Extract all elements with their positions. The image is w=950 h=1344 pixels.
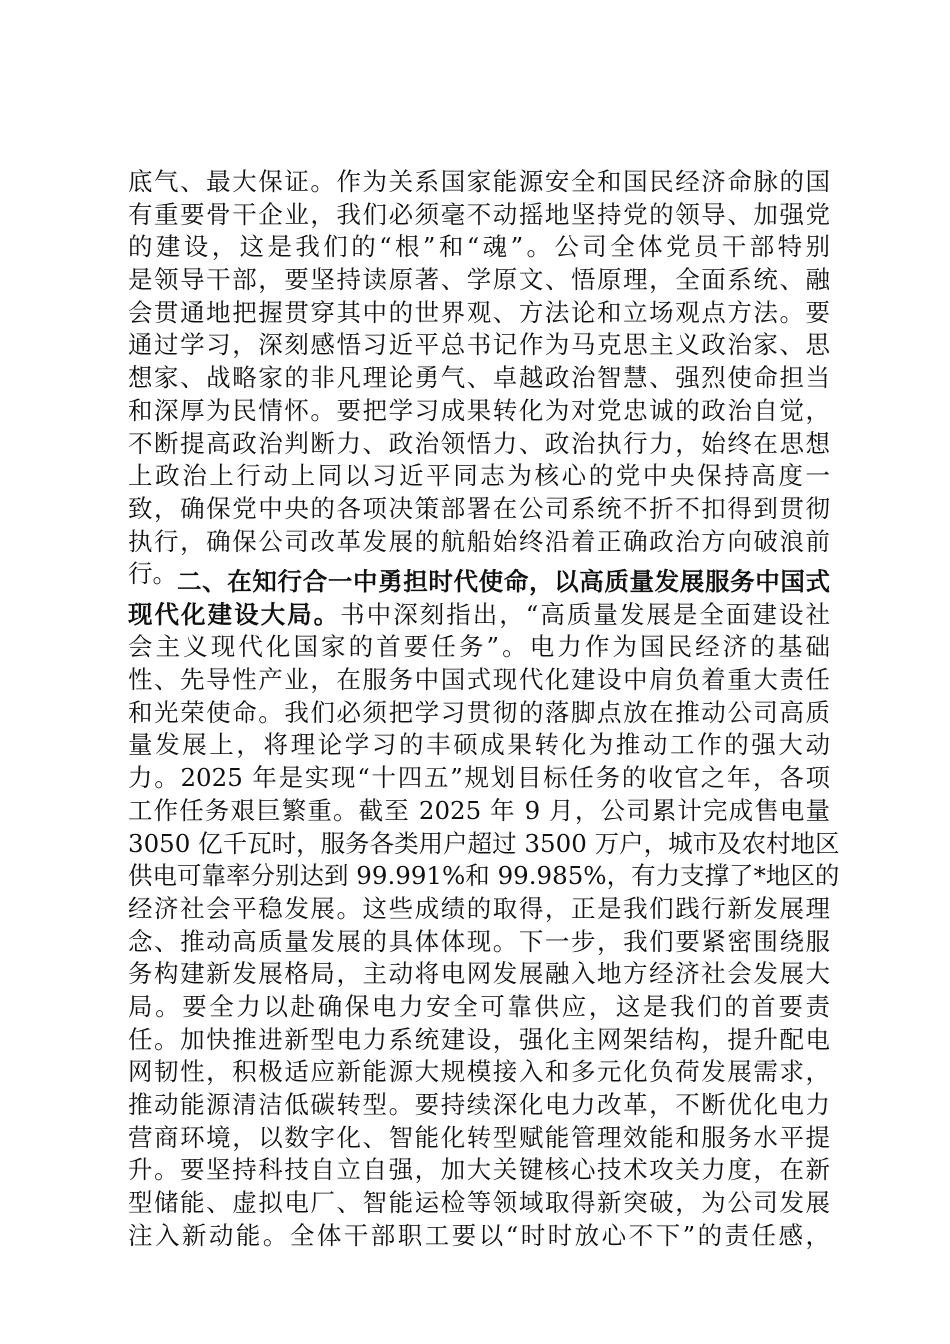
text-line: 性、先导性产业，在服务中国式现代化建设中肩负着重大责任 — [128, 665, 830, 695]
paragraph-1 — [128, 166, 830, 591]
text-line: 营商环境，以数字化、智能化转型赋能管理效能和服务水平提 — [128, 1122, 830, 1152]
section-heading-continued: 现代化建设大局。 — [128, 599, 341, 629]
text-line: 不断提高政治判断力、政治领悟力、政治执行力，始终在思想 — [128, 428, 830, 458]
text-line: 有重要骨干企业，我们必须毫不动摇地坚持党的领导、加强党 — [128, 199, 830, 229]
text-line: 会主义现代化国家的首要任务”。电力作为国民经济的基础 — [128, 632, 830, 662]
heading-line-text: 书中深刻指出，“高质量发展是全面建设社 — [340, 599, 831, 629]
text-line: 行。 — [128, 559, 177, 589]
text-line: 升。要坚持科技自立自强，加大关键核心技术攻关力度，在新 — [128, 1155, 830, 1185]
text-line: 和光荣使命。我们必须把学习贯彻的落脚点放在推动公司高质 — [128, 697, 830, 727]
text-line: 务构建新发展格局，主动将电网发展融入地方经济社会发展大 — [128, 959, 830, 989]
text-line: 会贯通地把握贯穿其中的世界观、方法论和立场观点方法。要 — [128, 297, 830, 327]
text-line: 上政治上行动上同以习近平同志为核心的党中央保持高度一 — [128, 461, 830, 491]
text-line: 推动能源清洁低碳转型。要持续深化电力改革，不断优化电力 — [128, 1090, 830, 1119]
text-line: 底气、最大保证。作为关系国家能源安全和国民经济命脉的国 — [128, 167, 830, 196]
text-line: 网韧性，积极适应新能源大规模接入和多元化负荷发展需求， — [128, 1057, 830, 1087]
text-line: 执行，确保公司改革发展的航船始终沿着正确政治方向破浪前 — [128, 526, 830, 556]
paragraph-2 — [128, 566, 840, 1252]
text-line: 和深厚为民情怀。要把学习成果转化为对党忠诚的政治自觉， — [128, 395, 830, 425]
text-line — [128, 599, 830, 632]
text-line: 型储能、虚拟电厂、智能运检等领域取得新突破，为公司发展 — [128, 1188, 830, 1218]
text-line: 念、推动高质量发展的具体体现。下一步，我们要紧密围绕服 — [128, 926, 830, 956]
text-line: 量发展上，将理论学习的丰硕成果转化为推动工作的强大动 — [128, 730, 830, 760]
text-line: 是领导干部，要坚持读原著、学原文、悟原理，全面系统、融 — [128, 265, 830, 295]
text-line: 局。要全力以赴确保电力安全可靠供应，这是我们的首要责 — [128, 991, 830, 1021]
text-line: 想家、战略家的非凡理论勇气、卓越政治智慧、强烈使命担当 — [128, 363, 830, 393]
text-line: 任。加快推进新型电力系统建设，强化主网架结构，提升配电 — [128, 1024, 830, 1054]
text-line: 供电可靠率分别达到 99.991%和 99.985%，有力支撑了*地区的 — [128, 861, 840, 891]
text-line: 力。2025 年是实现“十四五”规划目标任务的收官之年，各项 — [128, 763, 830, 793]
text-line: 注入新动能。全体干部职工要以“时时放心不下”的责任感， — [128, 1220, 830, 1250]
text-line: 经济社会平稳发展。这些成绩的取得，正是我们践行新发展理 — [128, 893, 830, 923]
text-line: 3050 亿千瓦时，服务各类用户超过 3500 万户，城市及农村地区 — [128, 828, 840, 858]
section-heading: 二、在知行合一中勇担时代使命，以高质量发展服务中国式 — [177, 567, 830, 596]
text-line: 致，确保党中央的各项决策部署在公司系统不折不扣得到贯彻 — [128, 493, 830, 523]
text-line: 的建设，这是我们的“根”和“魂”。公司全体党员干部特别 — [128, 232, 830, 262]
text-line: 通过学习，深刻感悟习近平总书记作为马克思主义政治家、思 — [128, 330, 830, 360]
text-line: 工作任务艰巨繁重。截至 2025 年 9 月，公司累计完成售电量 — [128, 795, 830, 825]
